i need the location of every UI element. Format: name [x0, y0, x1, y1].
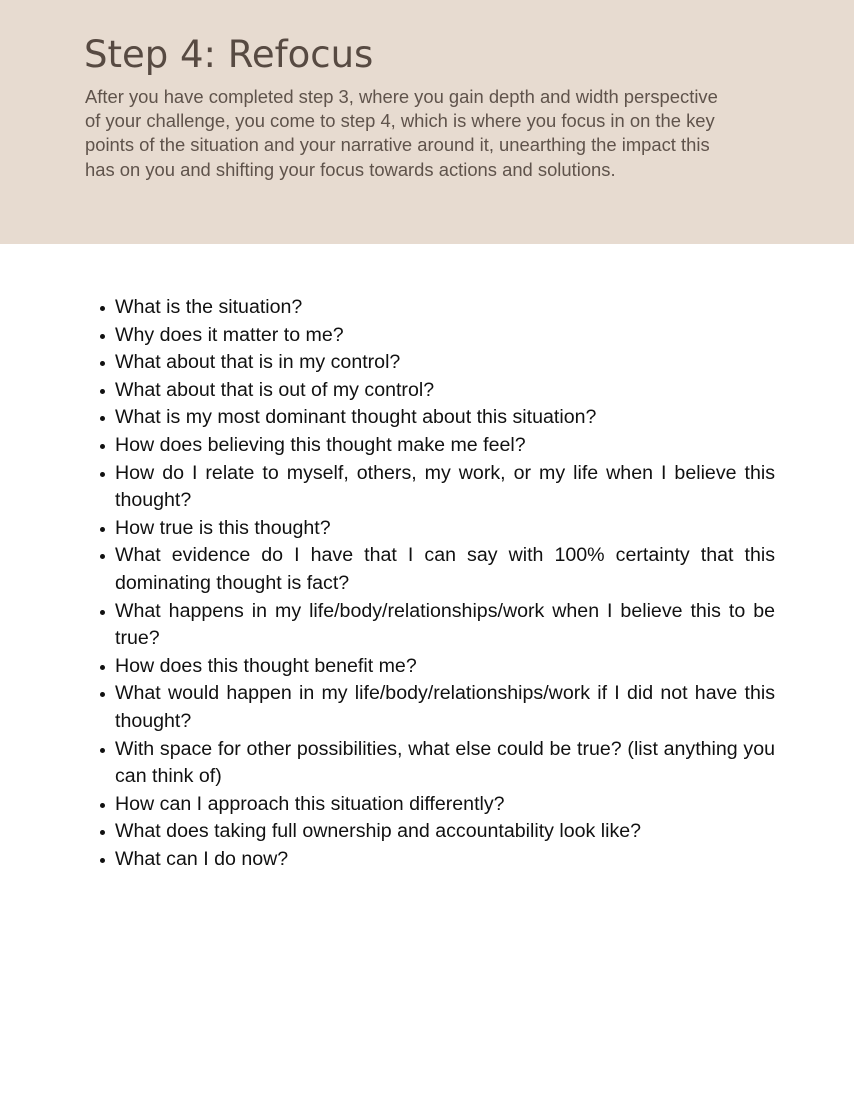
header-banner	[0, 0, 854, 244]
bullet-icon	[100, 334, 105, 339]
question-item	[115, 542, 775, 597]
question-text: What about that is in my control?	[115, 351, 401, 374]
bullet-icon	[100, 610, 105, 615]
question-text: Why does it matter to me?	[115, 323, 344, 346]
bullet-icon	[100, 306, 105, 311]
question-item	[115, 791, 775, 819]
question-list	[115, 294, 775, 873]
bullet-icon	[100, 803, 105, 808]
question-text: How true is this thought?	[115, 516, 331, 539]
question-item	[115, 404, 775, 432]
bullet-icon	[100, 858, 105, 863]
question-text: What evidence do I have that I can say with 100% certainty that this dominating thought is fact?	[115, 544, 775, 594]
question-text: How does this thought benefit me?	[115, 654, 417, 677]
bullet-icon	[100, 389, 105, 394]
question-text: How do I relate to myself, others, my work, or my life when I believe this thought?	[115, 461, 775, 512]
bullet-icon	[100, 748, 105, 753]
question-item	[115, 846, 775, 874]
question-item	[115, 349, 775, 377]
bullet-icon	[100, 830, 105, 835]
question-item	[115, 294, 775, 322]
question-item	[115, 653, 775, 681]
question-text: What can I do now?	[115, 847, 289, 870]
question-item	[115, 736, 775, 791]
bullet-icon	[100, 361, 105, 366]
question-text: What does taking full ownership and accountability look like?	[115, 820, 642, 843]
question-item	[115, 322, 775, 350]
bullet-icon	[100, 665, 105, 670]
bullet-icon	[100, 416, 105, 421]
bullet-icon	[100, 527, 105, 532]
bullet-icon	[100, 444, 105, 449]
page-title: Step 4: Refocus	[84, 33, 374, 76]
question-text: What is my most dominant thought about this situation?	[115, 406, 597, 429]
question-item	[115, 460, 775, 515]
bullet-icon	[100, 554, 105, 559]
question-text: How can I approach this situation differently?	[115, 792, 505, 815]
question-text: What would happen in my life/body/relationships/work if I did not have this thought?	[115, 682, 775, 732]
question-text: What happens in my life/body/relationships/work when I believe this to be true?	[115, 599, 775, 650]
question-item	[115, 432, 775, 460]
question-item	[115, 515, 775, 543]
question-text: What is the situation?	[115, 296, 303, 318]
question-item	[115, 377, 775, 405]
bullet-icon	[100, 472, 105, 477]
question-item	[115, 680, 775, 735]
question-item	[115, 598, 775, 653]
question-item	[115, 818, 775, 846]
question-text: With space for other possibilities, what else could be true? (list anything you can think of)	[115, 737, 775, 788]
question-text: What about that is out of my control?	[115, 378, 435, 401]
question-text: How does believing this thought make me feel?	[115, 433, 526, 456]
bullet-icon	[100, 692, 105, 697]
intro-paragraph: After you have completed step 3, where you gain depth and width perspective of your challenge, you come to step 4, which is where you focus in on the key points of the situation and your narrative around it, unearthing the impact this has on you and shifting your focus towards actions and solutions.	[85, 86, 718, 180]
